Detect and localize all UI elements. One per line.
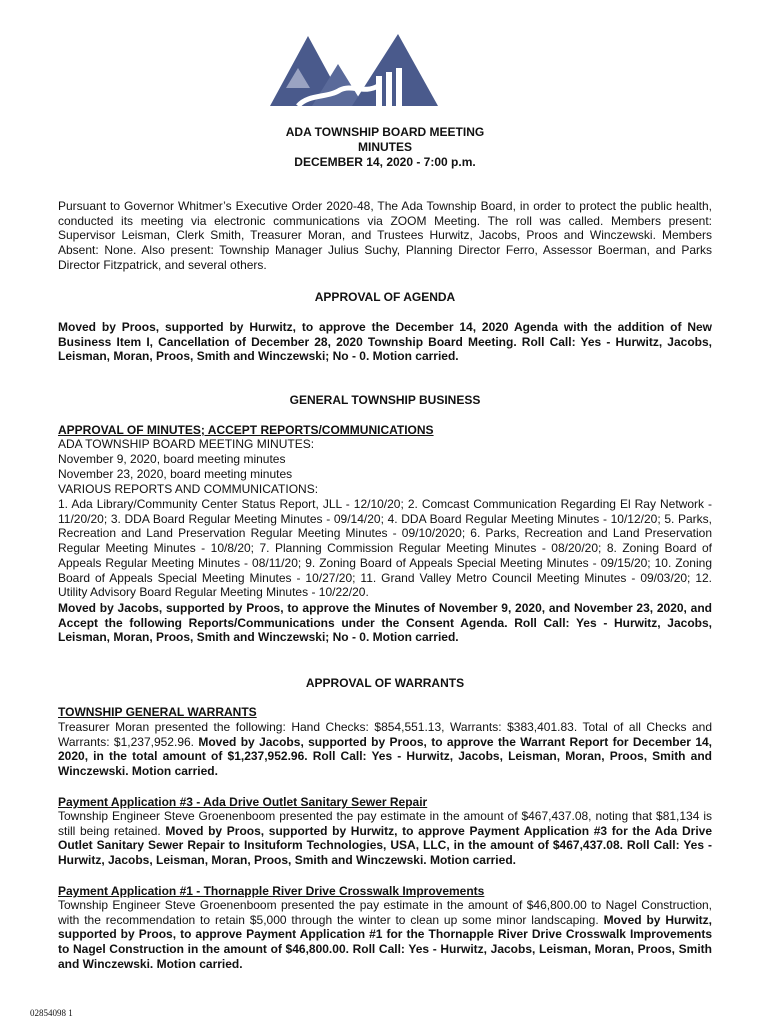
minutes-line: VARIOUS REPORTS AND COMMUNICATIONS:: [58, 482, 319, 496]
minutes-subheading: APPROVAL OF MINUTES; ACCEPT REPORTS/COMMUNICATIONS: [58, 423, 434, 437]
reports-list: 1. Ada Library/Community Center Status Report, JLL - 12/10/20; 2. Comcast Communication Regarding El Ray Network - 11/20/20; 3. DDA Board Regular Meeting Minutes - 09/14/20; 4. DDA Board Regular Meeting Minutes - 10/12/20; 5. Parks, Recreation and Land Preservation Regular Meeting Minutes - 09/10/2020; 6. Parks, Recreation and Land Preservation Regular Meeting Minutes - 10/8/20; 7. Planning Commission Regular Meeting Minutes - 08/20/20; 8. Zoning Board of Appeals Regular Meeting Minutes - 08/11/20; 9. Zoning Board of Appeals Special Meeting Minutes - 09/15/20; 10. Zoning Board of Appeals Special Meeting Minutes - 10/27/20; 11. Grand Valley Metro Council Meeting Minutes - 09/03/20; 12. Utility Advisory Board Regular Meeting Minutes - 10/22/20.: [58, 497, 712, 600]
agenda-motion: Moved by Proos, supported by Hurwitz, to approve the December 14, 2020 Agenda with the addition of New Business Item I, Cancellation of December 28, 2020 Township Board Meeting. Roll Call: Yes - Hurwitz, Jacobs, Leisman, Moran, Proos, Smith and Winczewski; No - 0. Motion carried.: [58, 320, 712, 364]
meeting-title: ADA TOWNSHIP BOARD MEETING: [285, 125, 485, 139]
payment1-text: Township Engineer Steve Groenenboom presented the pay estimate in the amount of $46,800.00 to Nagel Construction, with the recommendation to retain $5,000 through the winter to clean up some minor landscaping.: [58, 898, 712, 927]
payment1-subheading: Payment Application #1 - Thornapple River Drive Crosswalk Improvements: [58, 884, 485, 898]
ada-township-logo: [268, 28, 440, 108]
payment3-paragraph: [58, 809, 712, 868]
document-id: 02854098 1: [30, 1008, 73, 1018]
business-heading: GENERAL TOWNSHIP BUSINESS: [289, 393, 481, 407]
warrants-heading: APPROVAL OF WARRANTS: [305, 676, 465, 690]
minutes-label: MINUTES: [358, 140, 412, 154]
warrants-text: Treasurer Moran presented the following: Hand Checks: $854,551.13, Warrants: $383,401.83. Total of all Checks and Warrants: $1,237,952.96.: [58, 720, 712, 749]
payment1-paragraph: [58, 898, 712, 972]
minutes-line: November 23, 2020, board meeting minutes: [58, 467, 293, 481]
warrants-paragraph: [58, 720, 712, 779]
payment3-motion: Moved by Proos, supported by Hurwitz, to approve Payment Application #3 for the Ada Drive Outlet Sanitary Sewer Repair to Insituform Technologies, USA, LLC, in the amount of $467,437.08. Roll Call: Yes - Hurwitz, Jacobs, Leisman, Moran, Proos, Smith and Winczewski. Motion carried.: [58, 823, 713, 868]
agenda-heading: APPROVAL OF AGENDA: [314, 290, 456, 304]
warrants-subheading: TOWNSHIP GENERAL WARRANTS: [58, 705, 257, 719]
intro-paragraph: Pursuant to Governor Whitmer’s Executive Order 2020-48, The Ada Township Board, in order to protect the public health, conducted its meeting via electronic communications via ZOOM Meeting. The roll was called. Members present: Supervisor Leisman, Clerk Smith, Treasurer Moran, and Trustees Hurwitz, Jacobs, Proos and Winczewski. Members Absent: None. Also present: Township Manager Julius Suchy, Planning Director Ferro, Assessor Boerman, and Parks Director Fitzpatrick, and several others.: [58, 199, 712, 272]
minutes-line: ADA TOWNSHIP BOARD MEETING MINUTES:: [58, 437, 315, 451]
payment3-subheading: Payment Application #3 - Ada Drive Outlet Sanitary Sewer Repair: [58, 795, 428, 809]
payment1-motion: Moved by Hurwitz, supported by Proos, to approve Payment Application #1 for the Thornapple River Drive Crosswalk Improvements to Nagel Construction in the amount of $46,800.00. Roll Call: Yes - Hurwitz, Jacobs, Leisman, Moran, Proos, Smith and Winczewski. Motion carried.: [58, 912, 713, 971]
payment3-text: Township Engineer Steve Groenenboom presented the pay estimate in the amount of $467,437.08, noting that $81,134 is still being retained.: [58, 809, 712, 838]
warrants-motion: Moved by Jacobs, supported by Proos, to approve the Warrant Report for December 14, 2020, in the total amount of $1,237,952.96. Roll Call: Yes - Hurwitz, Jacobs, Leisman, Moran, Proos, Smith and Winczewski. Motion carried.: [58, 734, 712, 779]
minutes-motion: Moved by Jacobs, supported by Proos, to approve the Minutes of November 9, 2020, and November 23, 2020, and Accept the following Reports/Communications under the Consent Agenda. Roll Call: Yes - Hurwitz, Jacobs, Leisman, Moran, Proos, Smith and Winczewski; No - 0. Motion carried.: [58, 601, 712, 645]
meeting-date: DECEMBER 14, 2020 - 7:00 p.m.: [294, 155, 476, 169]
minutes-line: November 9, 2020, board meeting minutes: [58, 452, 286, 466]
